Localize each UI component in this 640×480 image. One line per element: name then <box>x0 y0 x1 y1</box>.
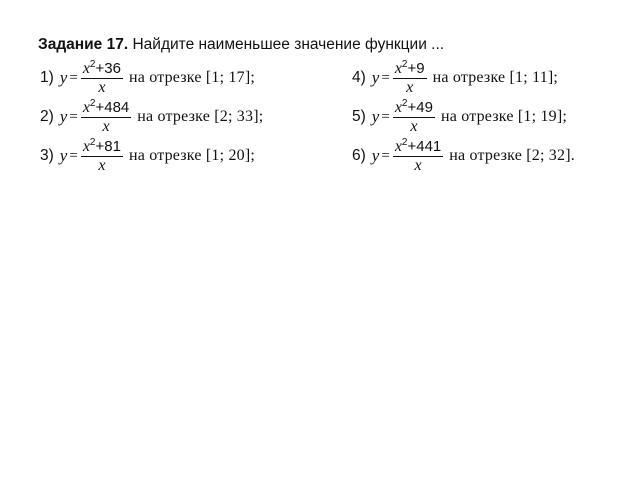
task-item-4 <box>352 58 558 98</box>
page-title <box>38 36 444 54</box>
fraction-denominator: x <box>98 79 106 96</box>
task-item-number: 1) <box>40 69 54 86</box>
fraction-denominator: x <box>102 118 110 135</box>
function-fraction <box>393 99 435 135</box>
equals-sign: = <box>69 147 78 164</box>
fraction-denominator: x <box>414 157 422 174</box>
function-fraction <box>81 138 123 174</box>
task-item-number: 4) <box>352 69 366 86</box>
function-variable: y <box>59 68 68 87</box>
task-item-3 <box>40 136 255 176</box>
task-interval: на отрезке [1; 19]; <box>440 108 568 125</box>
fraction-denominator: x <box>98 157 106 174</box>
task-interval: на отрезке [2; 32]. <box>449 147 575 164</box>
task-interval: на отрезке [1; 17]; <box>128 69 256 86</box>
function-variable: y <box>371 146 380 165</box>
fraction-numerator: $x^2+49$ <box>394 98 433 116</box>
task-item-number: 3) <box>40 147 54 164</box>
equals-sign: = <box>381 147 390 164</box>
fraction-numerator: $x^2+9$ <box>394 59 425 77</box>
fraction-denominator: x <box>410 118 418 135</box>
function-variable: y <box>371 107 380 126</box>
fraction-numerator: $x^2+484$ <box>82 98 130 116</box>
equals-sign: = <box>69 108 78 125</box>
task-number-heading: Задание 17. <box>38 36 129 53</box>
function-fraction <box>393 60 427 96</box>
task-item-5 <box>352 97 567 137</box>
task-interval: на отрезке [1; 11]; <box>432 69 559 86</box>
task-interval: на отрезке [2; 33]; <box>137 108 264 125</box>
equals-sign: = <box>381 69 390 86</box>
task-item-number: 6) <box>352 147 366 164</box>
equals-sign: = <box>69 69 78 86</box>
function-variable: y <box>59 107 68 126</box>
function-fraction <box>393 138 443 174</box>
fraction-numerator: $x^2+81$ <box>82 137 121 155</box>
task-instruction: Найдите наименьшее значение функции ... <box>132 36 445 53</box>
fraction-numerator: $x^2+36$ <box>82 59 121 77</box>
function-fraction <box>81 99 131 135</box>
function-variable: y <box>371 68 380 87</box>
equals-sign: = <box>381 108 390 125</box>
task-item-number: 2) <box>40 108 54 125</box>
task-item-2 <box>40 97 263 137</box>
task-item-1 <box>40 58 255 98</box>
task-item-number: 5) <box>352 108 366 125</box>
function-fraction <box>81 60 123 96</box>
task-item-6 <box>352 136 575 176</box>
fraction-denominator: x <box>406 79 414 96</box>
task-interval: на отрезке [1; 20]; <box>128 147 256 164</box>
fraction-numerator: $x^2+441$ <box>394 137 442 155</box>
function-variable: y <box>59 146 68 165</box>
